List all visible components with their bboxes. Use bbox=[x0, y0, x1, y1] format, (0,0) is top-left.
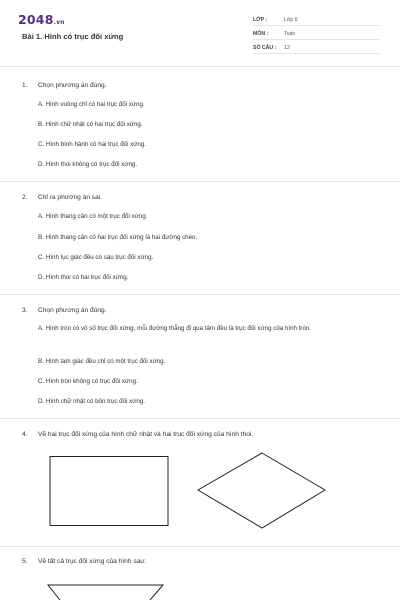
answer-option[interactable]: D. Hình thoi không có trục đối xứng. bbox=[38, 161, 138, 168]
meta-value: Lớp 6 bbox=[284, 17, 298, 23]
question-5-figure bbox=[0, 580, 400, 600]
trapezoid-figure bbox=[48, 585, 163, 600]
question-number: 5. bbox=[22, 558, 28, 565]
answer-option[interactable]: D. Hình thoi có hai trục đối xứng. bbox=[38, 274, 129, 281]
answer-option[interactable]: B. Hình chữ nhật có hai trục đối xứng. bbox=[38, 121, 143, 128]
question-text: Vẽ tất cả trục đối xứng của hình sau: bbox=[38, 558, 146, 565]
answer-option[interactable]: A. Hình tròn có vô số trục đối xứng, mỗi đường thẳng đi qua tâm đều là trục đối xứng của hình tròn. bbox=[38, 325, 312, 332]
question-text: Chọn phương án đúng. bbox=[38, 307, 107, 314]
meta-label: SỐ CÂU : bbox=[253, 45, 277, 51]
answer-option[interactable]: C. Hình tròn không có trục đối xứng. bbox=[38, 378, 138, 385]
divider bbox=[0, 418, 400, 419]
question-number: 4. bbox=[22, 431, 28, 438]
meta-row-grade bbox=[253, 15, 380, 26]
logo-text: 2048 bbox=[18, 12, 54, 27]
answer-option[interactable]: C. Hình bình hành có hai trục đối xứng. bbox=[38, 141, 147, 148]
answer-option[interactable]: A. Hình thang cân có một trục đối xứng. bbox=[38, 213, 148, 220]
meta-value: Toán bbox=[284, 31, 296, 37]
answer-option[interactable]: B. Hình tam giác đều chỉ có một trục đối xứng. bbox=[38, 358, 166, 365]
answer-option[interactable]: D. Hình chữ nhật có bốn trục đối xứng. bbox=[38, 398, 145, 405]
divider bbox=[0, 181, 400, 182]
rectangle-figure bbox=[50, 457, 168, 526]
divider bbox=[0, 546, 400, 547]
site-logo[interactable] bbox=[18, 12, 65, 27]
question-text: Chỉ ra phương án sai. bbox=[38, 194, 103, 201]
divider bbox=[0, 294, 400, 295]
meta-label: LỚP : bbox=[253, 17, 268, 23]
answer-option[interactable]: C. Hình lục giác đều có sáu trục đối xứng. bbox=[38, 254, 154, 261]
meta-row-count bbox=[253, 43, 380, 54]
answer-option[interactable]: B. Hình thang cân có hai trục đối xứng là hai đường chéo. bbox=[38, 234, 198, 241]
answer-option[interactable]: A. Hình vuông chỉ có hai trục đối xứng. bbox=[38, 101, 145, 108]
question-number: 2. bbox=[22, 194, 28, 201]
question-text: Vẽ hai trục đối xứng của hình chữ nhật và hai trục đối xứng của hình thoi. bbox=[38, 431, 254, 438]
question-4-figures bbox=[0, 448, 400, 548]
question-text: Chọn phương án đúng. bbox=[38, 82, 107, 89]
meta-label: MÔN : bbox=[253, 31, 269, 37]
question-number: 1. bbox=[22, 82, 28, 89]
question-number: 3. bbox=[22, 307, 28, 314]
divider bbox=[0, 66, 400, 67]
meta-value: 12 bbox=[284, 45, 290, 51]
meta-row-subject bbox=[253, 29, 380, 40]
rhombus-figure bbox=[198, 453, 325, 528]
lesson-title: Bài 1. Hình có trục đối xứng bbox=[22, 32, 124, 41]
logo-suffix: .vn bbox=[53, 19, 65, 26]
